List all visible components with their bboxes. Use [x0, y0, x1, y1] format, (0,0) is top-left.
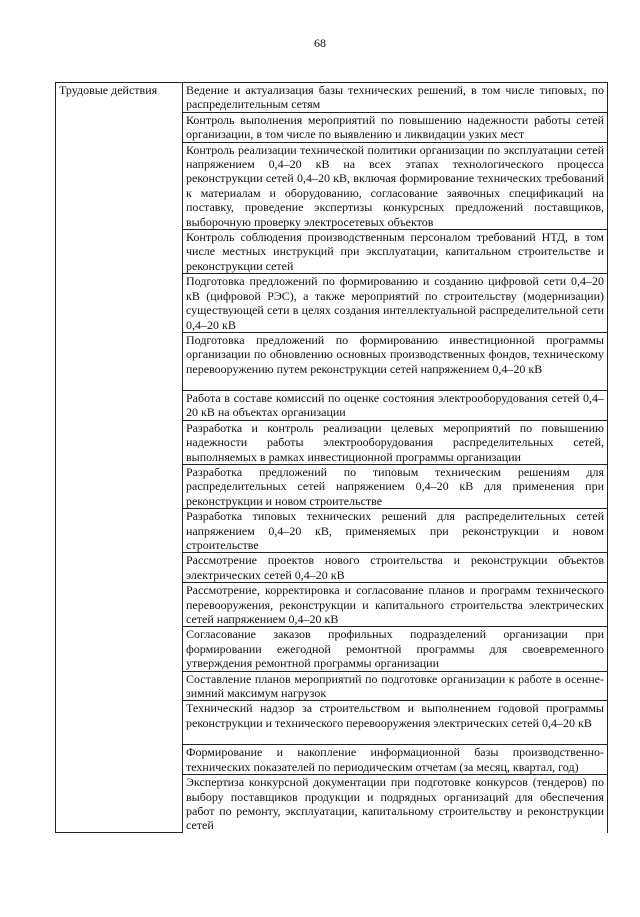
action-cell: Подготовка предложений по формированию инвестиционной программы организации по обновлению основных производственных фондов, техническому перевооружению путем реконструкции сетей напряжением 0,4–20 кВ — [183, 332, 608, 390]
action-cell: Экспертиза конкурсной документации при подготовке конкурсов (тендеров) по выбору поставщиков продукции и подрядных организаций для обеспечения работ по ремонту, эксплуатации, капитальному строительству и реконструкции сетей — [183, 775, 608, 833]
action-cell: Рассмотрение проектов нового строительства и реконструкции объектов электрических сетей 0,4–20 кВ — [183, 553, 608, 583]
action-cell: Ведение и актуализация базы технических решений, в том числе типовых, по распределительным сетям — [183, 83, 608, 113]
action-cell: Формирование и накопление информационной базы производственно-технических показателей по периодическим отчетам (за месяц, квартал, год) — [183, 745, 608, 775]
table-row — [56, 83, 608, 113]
action-cell: Подготовка предложений по формированию и созданию цифровой сети 0,4–20 кВ (цифровой РЭС), а также мероприятий по строительству (модернизации) существующей сети в целях создания интеллектуальной распределительной сети 0,4–20 кВ — [183, 274, 608, 333]
action-cell: Разработка предложений по типовым техническим решениям для распределительных сетей напряжением 0,4–20 кВ для применения при реконструкции и новом строительстве — [183, 464, 608, 508]
section-label: Трудовые действия — [56, 83, 183, 833]
action-cell: Составление планов мероприятий по подготовке организации к работе в осенне-зимний максимум нагрузок — [183, 671, 608, 701]
action-cell: Контроль выполнения мероприятий по повышению надежности работы сетей организации, в том числе по выявлению и ликвидации узких мест — [183, 112, 608, 142]
action-cell: Контроль реализации технической политики организации по эксплуатации сетей напряжением 0,4–20 кВ на всех этапах технологического процесса реконструкции сетей 0,4–20 кВ, включая формирование технических требований к материалам и оборудованию, согласование заявочных спецификаций на поставку, проведение экспертизы конкурсных предложений поставщиков, выборочную проверку электросетевых объектов — [183, 142, 608, 229]
action-cell: Рассмотрение, корректировка и согласование планов и программ технического перевооружения, реконструкции и капитального строительства электрических сетей напряжением 0,4–20 кВ — [183, 583, 608, 627]
action-cell: Разработка типовых технических решений для распределительных сетей напряжением 0,4–20 кВ, применяемых при реконструкции и новом строительстве — [183, 509, 608, 553]
labor-actions-table — [55, 82, 608, 833]
action-cell: Разработка и контроль реализации целевых мероприятий по повышению надежности работы электрооборудования распределительных сетей, выполняемых в рамках инвестиционной программы организации — [183, 420, 608, 464]
page-number: 68 — [314, 36, 326, 50]
action-cell: Работа в составе комиссий по оценке состояния электрооборудования сетей 0,4–20 кВ на объектах организации — [183, 390, 608, 420]
action-cell: Технический надзор за строительством и выполнением годовой программы реконструкции и технического перевооружения электрических сетей 0,4–20 кВ — [183, 701, 608, 745]
action-cell: Контроль соблюдения производственным персоналом требований НТД, в том числе местных инструкций при эксплуатации, капитальном строительстве и реконструкции сетей — [183, 230, 608, 274]
action-cell: Согласование заказов профильных подразделений организации при формировании ежегодной ремонтной программы для своевременного утверждения ремонтной программы организации — [183, 627, 608, 671]
